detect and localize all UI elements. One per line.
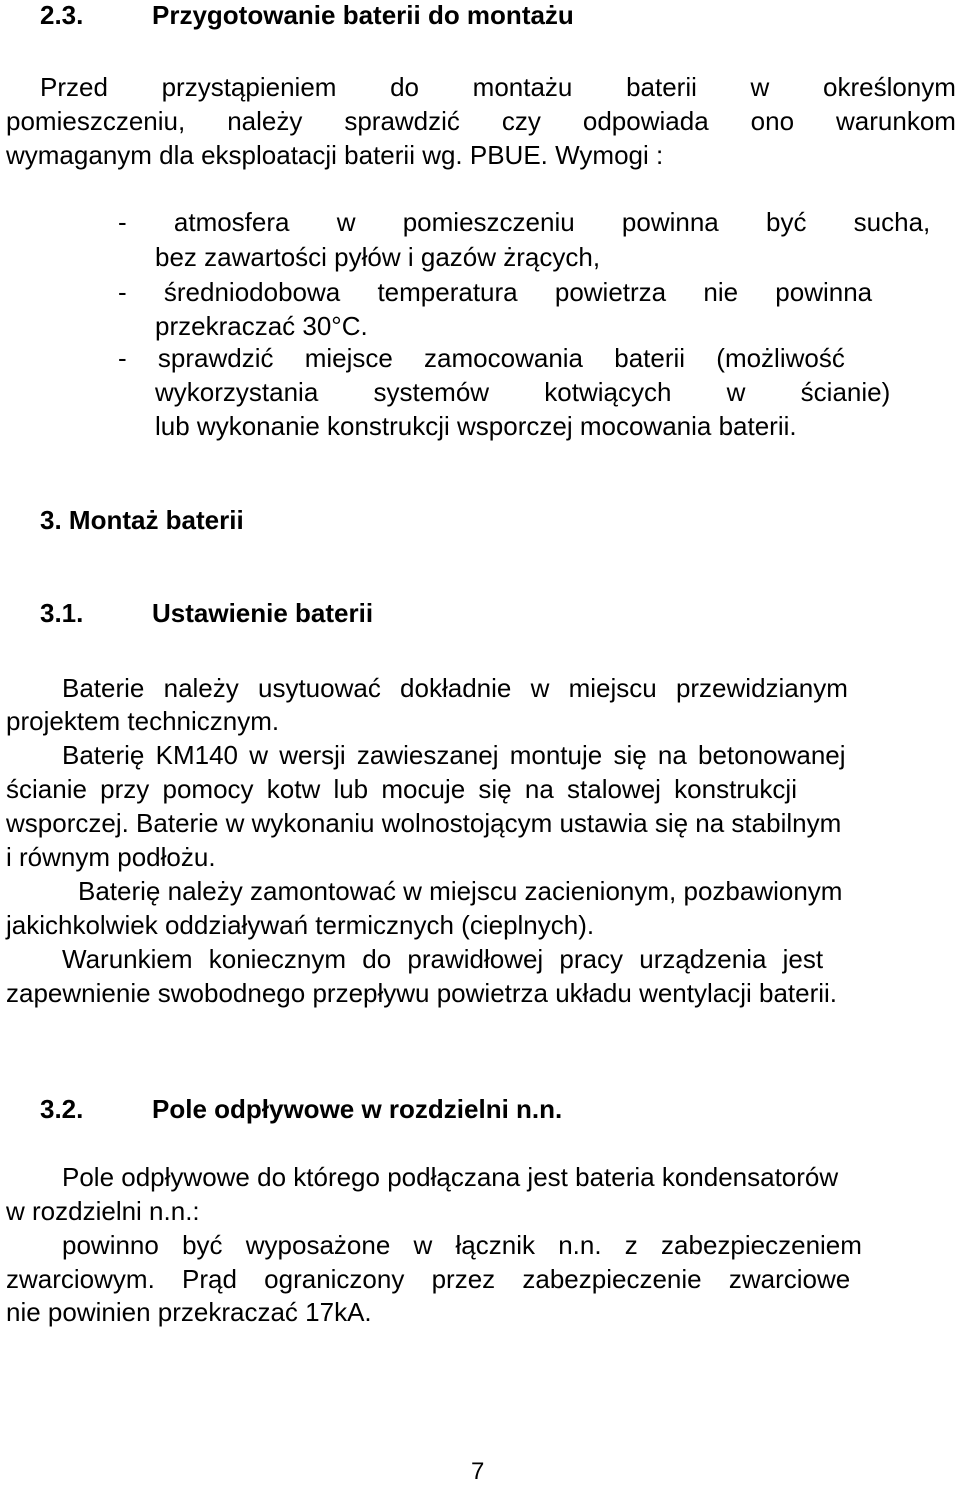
- requirement-line: lub wykonanie konstrukcji wsporczej mocowania baterii.: [155, 411, 797, 441]
- paragraph-line: wymaganym dla eksploatacji baterii wg. PBUE. Wymogi :: [6, 140, 664, 170]
- paragraph-line: Baterie należy usytuować dokładnie w miejscu przewidzianym: [62, 673, 848, 703]
- paragraph-line: zwarciowym. Prąd ograniczony przez zabezpieczenie zwarciowe: [6, 1264, 851, 1294]
- paragraph-line: powinno być wyposażone w łącznik n.n. z zabezpieczeniem: [62, 1230, 862, 1260]
- paragraph-line: nie powinien przekraczać 17kA.: [6, 1297, 372, 1327]
- paragraph-line: i równym podłożu.: [6, 842, 216, 872]
- requirement-line: - sprawdzić miejsce zamocowania baterii (możliwość: [118, 343, 845, 373]
- paragraph-line: w rozdzielni n.n.:: [6, 1196, 200, 1226]
- paragraph-line: Pole odpływowe do którego podłączana jest bateria kondensatorów: [62, 1162, 839, 1192]
- paragraph-line: zapewnienie swobodnego przepływu powietrza układu wentylacji baterii.: [6, 978, 838, 1008]
- chapter-title: 3. Montaż baterii: [40, 505, 244, 535]
- paragraph-line: Baterię należy zamontować w miejscu zacienionym, pozbawionym: [78, 876, 843, 906]
- section-title: Pole odpływowe w rozdzielni n.n.: [152, 1094, 563, 1124]
- paragraph-line: jakichkolwiek oddziaływań termicznych (cieplnych).: [6, 910, 595, 940]
- section-number: 2.3.: [40, 0, 84, 30]
- paragraph-line: wsporczej. Baterie w wykonaniu wolnostojącym ustawia się na stabilnym: [6, 808, 842, 838]
- page-number: 7: [471, 1458, 485, 1485]
- requirement-line: bez zawartości pyłów i gazów żrących,: [155, 242, 601, 272]
- paragraph-line: projektem technicznym.: [6, 706, 280, 736]
- paragraph-line: Przed przystąpieniem do montażu baterii w określonym: [40, 72, 956, 102]
- paragraph-line: Warunkiem koniecznym do prawidłowej pracy urządzenia jest: [62, 944, 824, 974]
- requirement-line: - atmosfera w pomieszczeniu powinna być sucha,: [118, 207, 931, 237]
- paragraph-line: ścianie przy pomocy kotw lub mocuje się na stalowej konstrukcji: [6, 774, 797, 804]
- section-number: 3.2.: [40, 1094, 84, 1124]
- requirement-line: wykorzystania systemów kotwiących w ścianie): [155, 377, 891, 407]
- paragraph-line: Baterię KM140 w wersji zawieszanej montuje się na betonowanej: [62, 740, 846, 770]
- paragraph-line: pomieszczeniu, należy sprawdzić czy odpowiada ono warunkom: [6, 106, 956, 136]
- section-number: 3.1.: [40, 598, 84, 628]
- requirement-line: - średniodobowa temperatura powietrza nie powinna: [118, 277, 873, 307]
- requirement-line: przekraczać 30°C.: [155, 311, 368, 341]
- section-title: Przygotowanie baterii do montażu: [152, 0, 574, 30]
- section-title: Ustawienie baterii: [152, 598, 374, 628]
